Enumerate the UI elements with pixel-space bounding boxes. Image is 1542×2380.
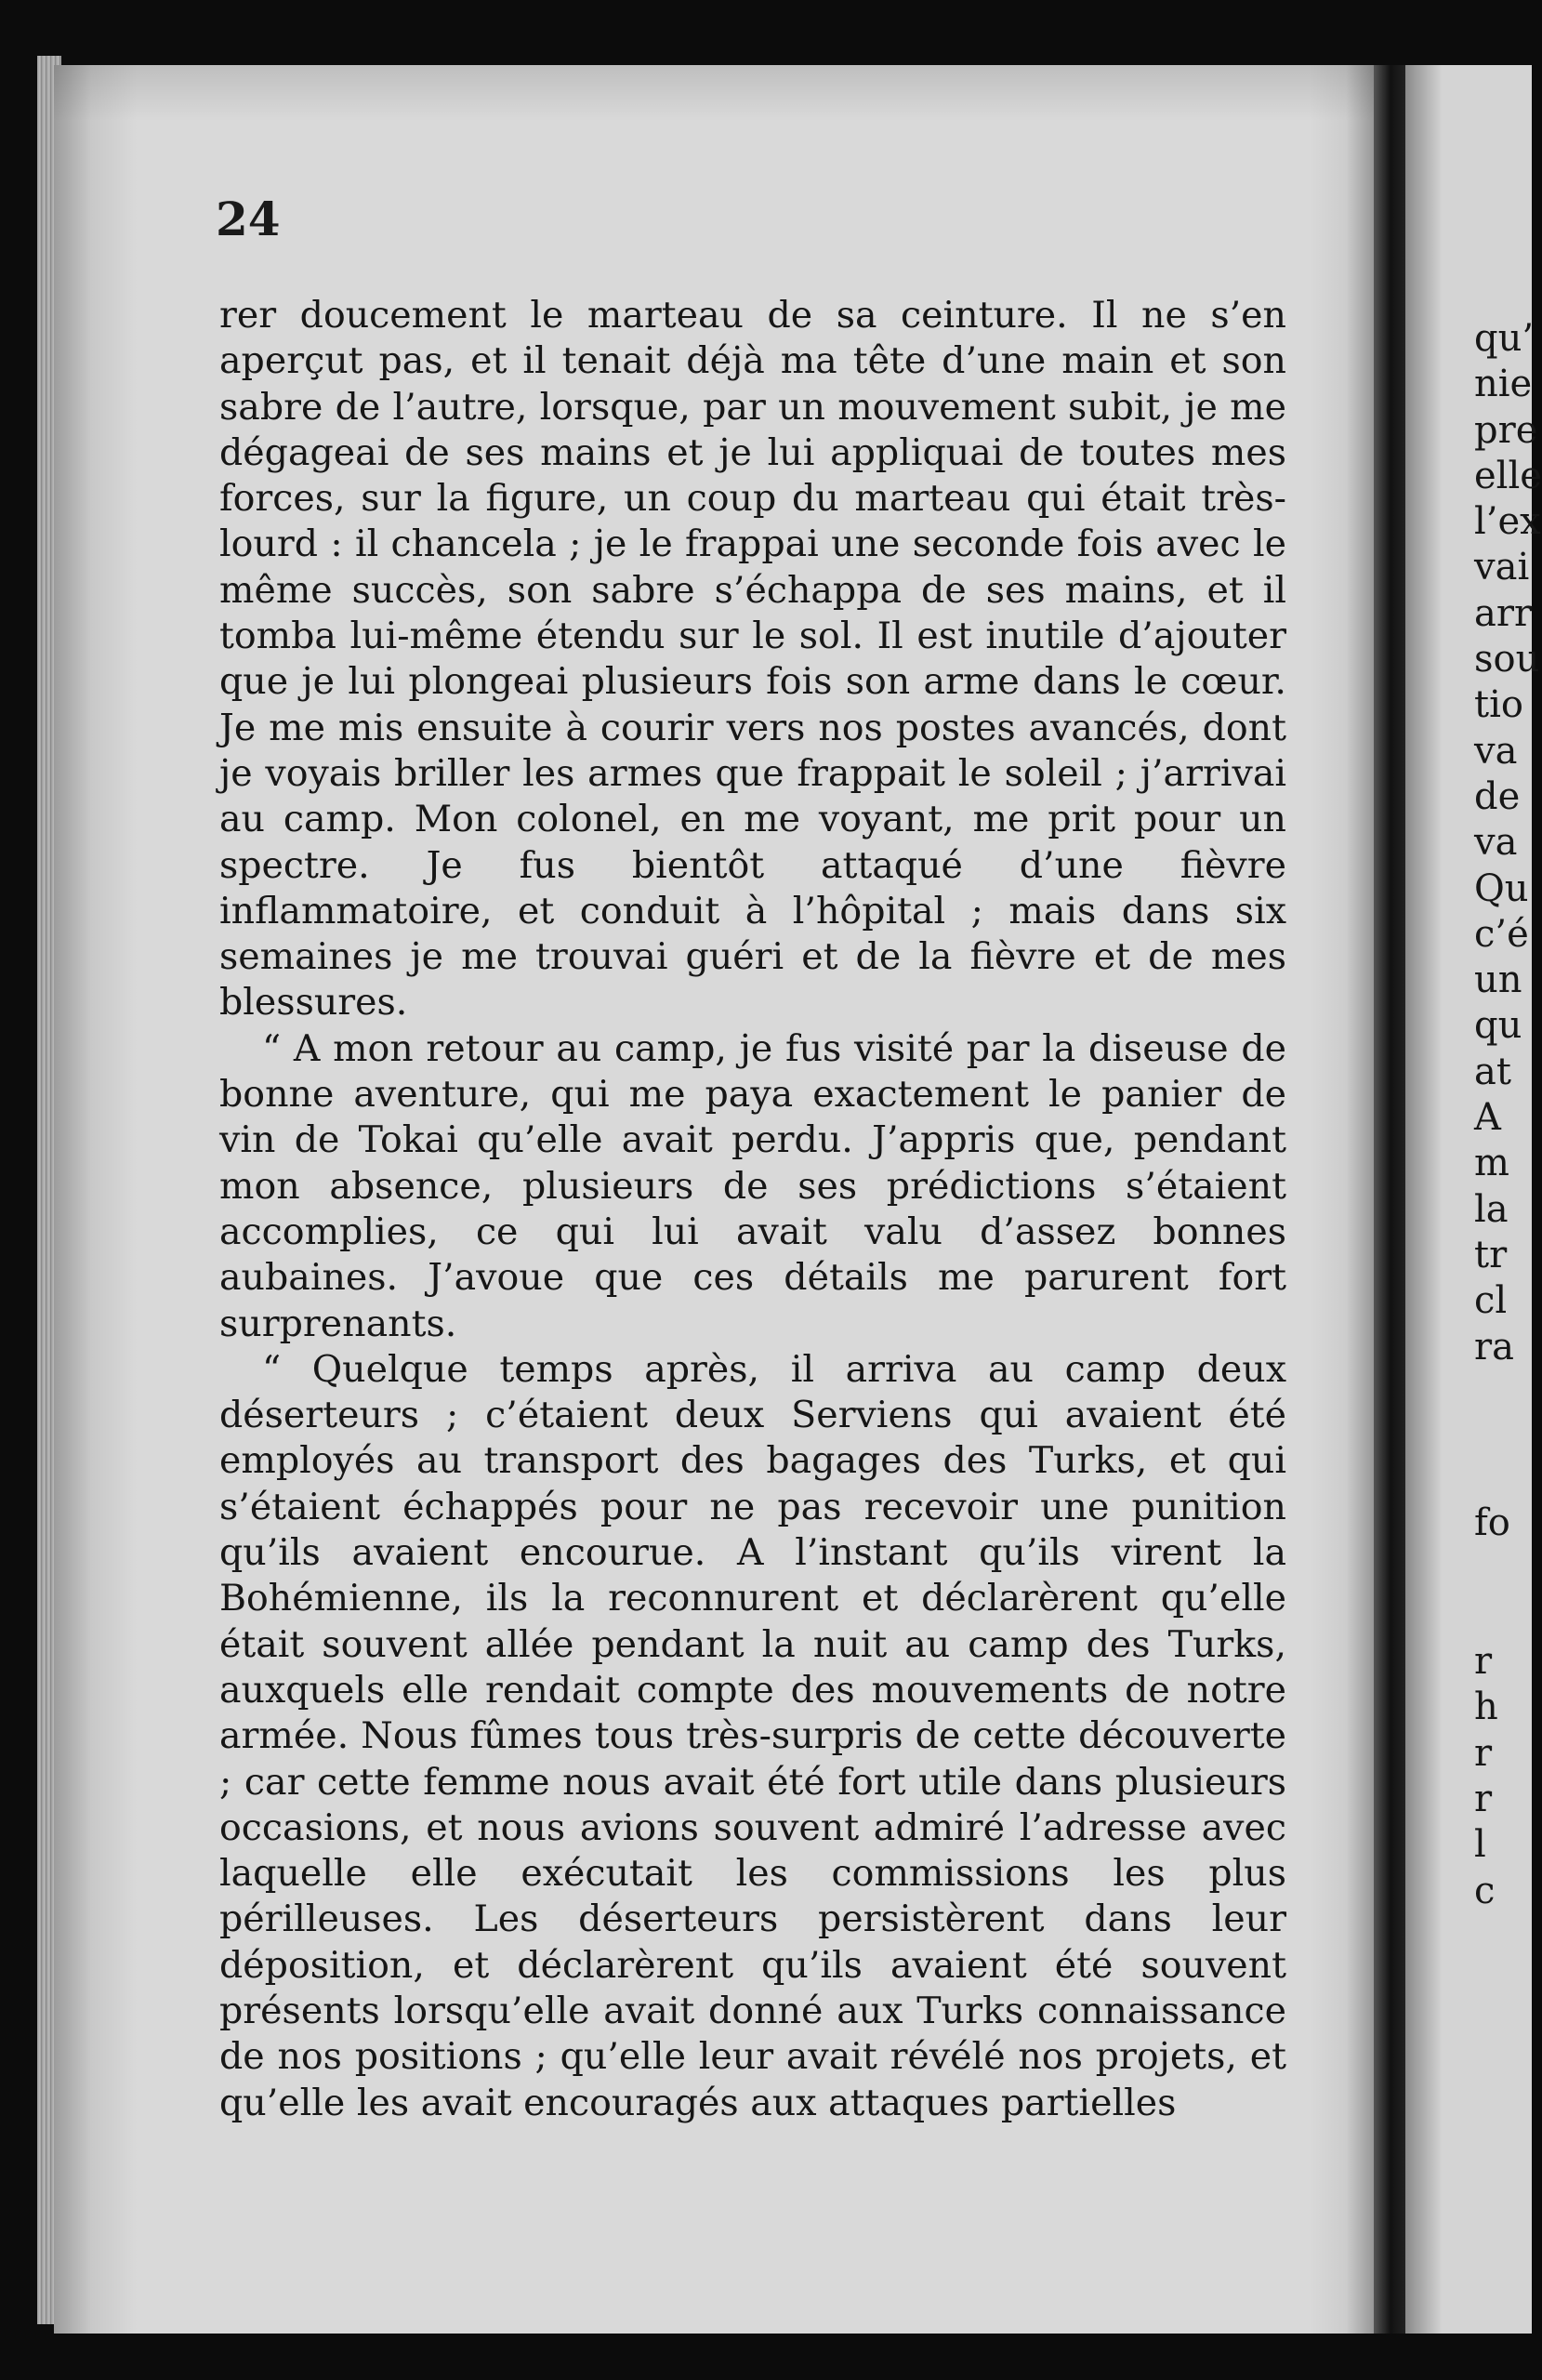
right-page-fragment: va — [1474, 821, 1518, 865]
body-text — [219, 293, 1286, 2126]
right-page-fragment: qu — [1474, 1004, 1522, 1048]
right-page-fragment: elle — [1474, 454, 1542, 497]
right-page-fragment: h — [1474, 1686, 1498, 1729]
book-gutter — [1374, 65, 1405, 2334]
right-page-fragment: Qu — [1474, 866, 1529, 910]
right-page-fragment: qu’ — [1474, 317, 1535, 360]
right-page-fragment: c’é — [1474, 912, 1529, 956]
paragraph-2: “ A mon retour au camp, je fus visité par la diseuse de bonne aventure, qui me paya exactement le panier de vin de Tokai qu’elle avait perdu. J’appris que, pendant mon absence, plusieurs de ses prédictions s’étaient accomplies, ce qui lui avait valu d’assez bonnes aubaines. J’avoue que ces détails me parurent fort surprenants. — [219, 1026, 1286, 1345]
right-page-fragment: nie — [1474, 363, 1533, 406]
right-page-fragment: r — [1474, 1731, 1493, 1775]
right-page-fragment: r — [1474, 1640, 1493, 1684]
right-page-fragment: c — [1474, 1869, 1496, 1912]
right-page-fragment: at — [1474, 1050, 1511, 1093]
paragraph-1: rer doucement le marteau de sa ceinture. Il ne s’en aperçut pas, et il tenait déjà ma tête d’une main et son sabre de l’autre, lorsque, par un mouvement subit, je me dégageai de ses mains et je lui appliquai de toutes mes forces, sur la figure, un coup du marteau qui était très-lourd : il chancela ; je le frappai une seconde fois avec le même succès, son sabre s’échappa de ses mains, et il tomba lui-même étendu sur le sol. Il est inutile d’ajouter que je lui plongeai plusieurs fois son arme dans le cœur. Je me mis ensuite à courir vers nos postes avancés, dont je voyais briller les armes que frappait le soleil ; j’arrivai au camp. Mon colonel, en me voyant, me prit pour un spectre. Je fus bientôt attaqué d’une fièvre inflammatoire, et conduit à l’hôpital ; mais dans six semaines je me trouvai guéri et de la fièvre et de mes blessures. — [219, 294, 1286, 1025]
right-page-fragment: un — [1474, 959, 1522, 1002]
right-page-fragment: l’ex — [1474, 500, 1541, 544]
right-page-fragment: tio — [1474, 683, 1523, 727]
right-page-fragment: tr — [1474, 1233, 1508, 1276]
page-number: 24 — [216, 192, 281, 246]
right-page-fragment: vai — [1474, 546, 1530, 589]
right-page-fragment: de — [1474, 774, 1521, 818]
right-page-fragment: r — [1474, 1778, 1493, 1821]
right-page-fragment: ra — [1474, 1325, 1514, 1368]
right-page-fragments — [1474, 316, 1542, 1914]
right-page-fragment: la — [1474, 1187, 1509, 1231]
right-page-fragment: fo — [1474, 1501, 1510, 1544]
paragraph-3: “ Quelque temps après, il arriva au camp deux déserteurs ; c’étaient deux Serviens qui avaient été employés au transport des bagages des Turks, et qui s’étaient échappés pour ne pas recevoir une punition qu’ils avaient encourue. A l’instant qu’ils virent la Bohémienne, ils la reconnurent et déclarèrent qu’elle était souvent allée pendant la nuit au camp des Turks, auxquels elle rendait compte des mouvements de notre armée. Nous fûmes tous très-surpris de cette découverte ; car cette femme nous avait été fort utile dans plusieurs occasions, et nous avions souvent admiré l’adresse avec laquelle elle exécutait les commissions les plus périlleuses. Les déserteurs persistèrent dans leur déposition, et déclarèrent qu’ils avaient été souvent présents lorsqu’elle avait donné aux Turks connaissance de nos positions ; qu’elle leur avait révélé nos projets, et qu’elle les avait encouragés aux attaques partielles — [219, 1347, 1286, 2124]
right-page-fragment: l — [1474, 1823, 1486, 1867]
right-page-fragment: m — [1474, 1142, 1509, 1185]
right-page-fragment: A — [1474, 1096, 1501, 1140]
right-page-fragment: sou — [1474, 638, 1540, 681]
right-page-fragment: arr — [1474, 591, 1533, 635]
right-page-fragment: pre — [1474, 408, 1538, 452]
right-page-fragment: cl — [1474, 1279, 1508, 1323]
right-page-fragment: va — [1474, 729, 1518, 773]
